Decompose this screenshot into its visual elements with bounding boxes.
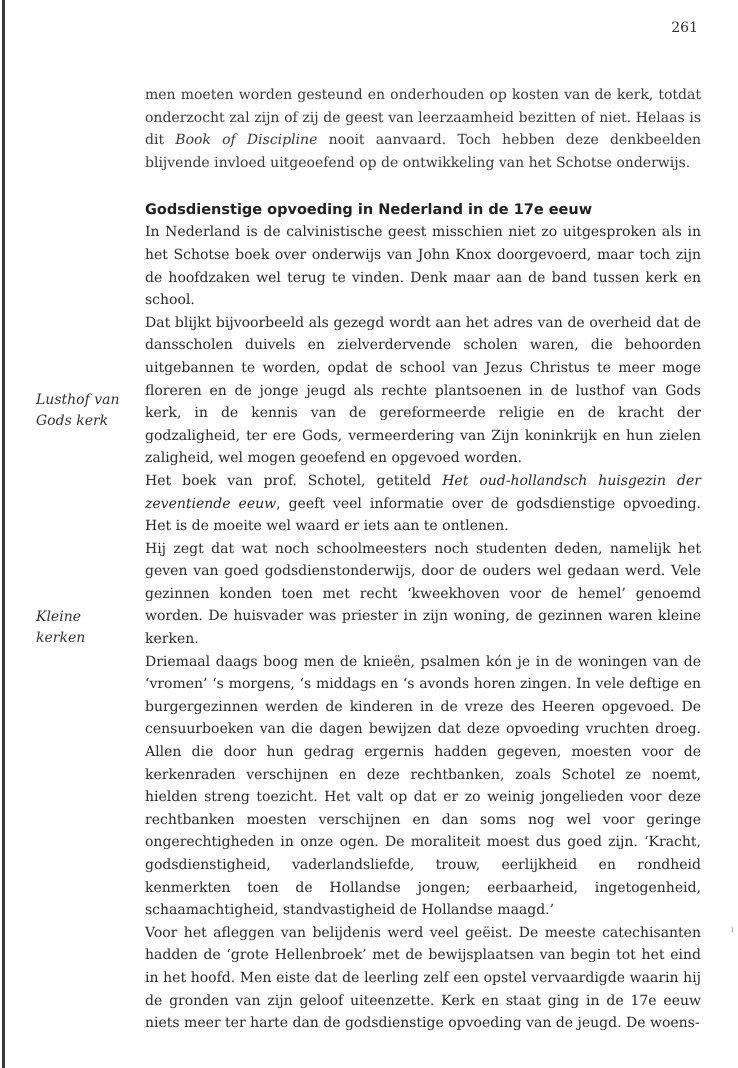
main-text-column	[145, 84, 701, 1035]
paragraph-2: Dat blijkt bijvoorbeeld als gezegd wordt aan het adres van de overheid dat de dansscholen duivels en zielverdervende scholen waren, die behoorden uitgebannen te worden, opdat de school van Jezus Christus te meer moge floreren en de jonge jeugd als rechte plantsoenen in de lusthof van Gods kerk, in de kennis van de gereformeerde religie en de kracht der godzaligheid, ter ere Gods, vermeerdering van Zijn koninkrijk en hun zielen zaligheid, wel mogen geoefend en opgevoed worden.	[145, 314, 701, 467]
margin-note-line: Kleine	[36, 609, 82, 625]
stray-mark: ı	[731, 925, 734, 934]
intro-paragraph	[145, 84, 701, 174]
margin-note-line: Lusthof van	[36, 392, 120, 408]
paragraph-3	[145, 470, 701, 538]
paragraph-1: In Nederland is de calvinistische geest misschien niet zo uitgesproken als in het Schotse boek over onderwijs van John Knox doorgevoerd, maar toch zijn de hoofdzaken wel terug te vinden. Denk maar aan de band tussen kerk en school.	[145, 224, 701, 309]
margin-note-lusthof	[36, 390, 136, 432]
intro-text-2: nooit aanvaard. Toch hebben deze denkbeelden blijvende invloed uitgeoefend op de ontwikkeling van het Schotse onderwijs.	[145, 132, 701, 171]
intro-text-1: men moeten worden gesteund en onderhouden op kosten van de kerk, totdat onderzocht zal zijn of zij de geest van leerzaamheid bezitten of niet. Helaas is dit	[145, 87, 701, 149]
page-number: 261	[671, 20, 698, 36]
paragraph-3-text-1: Het boek van prof. Schotel, getiteld	[145, 472, 443, 489]
section-heading: Godsdienstige opvoeding in Nederland in de 17e eeuw	[145, 202, 593, 219]
page-spine-edge	[2, 0, 5, 1068]
paragraph-6: Voor het afleggen van belijdenis werd veel geëist. De meeste catechisanten hadden de ‘grote Hellenbroek’ met de bewijsplaatsen van begin tot het eind in het hoofd. Men eiste dat de leerling zelf een opstel vervaardigde waarin hij de gronden van zijn geloof uiteenzette. Kerk en staat ging in de 17e eeuw niets meer ter harte dan de godsdienstige opvoeding van de jeugd. De woens-	[145, 924, 701, 1032]
margin-note-kleine-kerken	[36, 607, 136, 649]
paragraph-4: Hij zegt dat wat noch schoolmeesters noch studenten deden, namelijk het geven van goed godsdienstonderwijs, door de ouders wel gedaan werd. Vele gezinnen konden toen met recht ‘kweekhoven voor de hemel’ genoemd worden. De huisvader was priester in zijn woning, de gezinnen waren kleine kerken.	[145, 540, 701, 648]
margin-note-line: kerken	[36, 630, 86, 646]
paragraph-3-text-2: , geeft veel informatie over de godsdienstige opvoeding. Het is de moeite wel waard er iets aan te ontlenen.	[145, 495, 701, 535]
intro-book-title: Book of Discipline	[175, 132, 318, 149]
paragraph-3-book-title: Het oud-hollandsch huisgezin der zeventiende eeuw	[145, 472, 701, 512]
paragraph-5: Driemaal daags boog men de knieën, psalmen kón je in de woningen van de ‘vromen’ ‘s morgens, ‘s middags en ‘s avonds horen zingen. In vele deftige en burgergezinnen werden de kinderen in de vreze des Heeren opgevoed. De censuurboeken van die dagen bewijzen dat deze opvoeding vruchten droeg. Allen die door hun gedrag ergernis hadden gegeven, moesten voor de kerkenraden verschijnen en deze rechtbanken, zoals Schotel ze noemt, hielden streng toezicht. Het valt op dat er zo weinig jongelieden voor deze rechtbanken moesten verschijnen en dan soms nog wel voor geringe ongerechtigheden in onze ogen. De moraliteit moest dus goed zijn. ‘Kracht, godsdienstigheid, vaderlandsliefde, trouw, eerlijkheid en rondheid kenmerkten toen de Hollandse jongen; eerbaarheid, ingetogenheid, schaamachtigheid, standvastigheid de Hollandse maagd.’	[145, 653, 701, 919]
margin-note-line: Gods kerk	[36, 413, 109, 429]
